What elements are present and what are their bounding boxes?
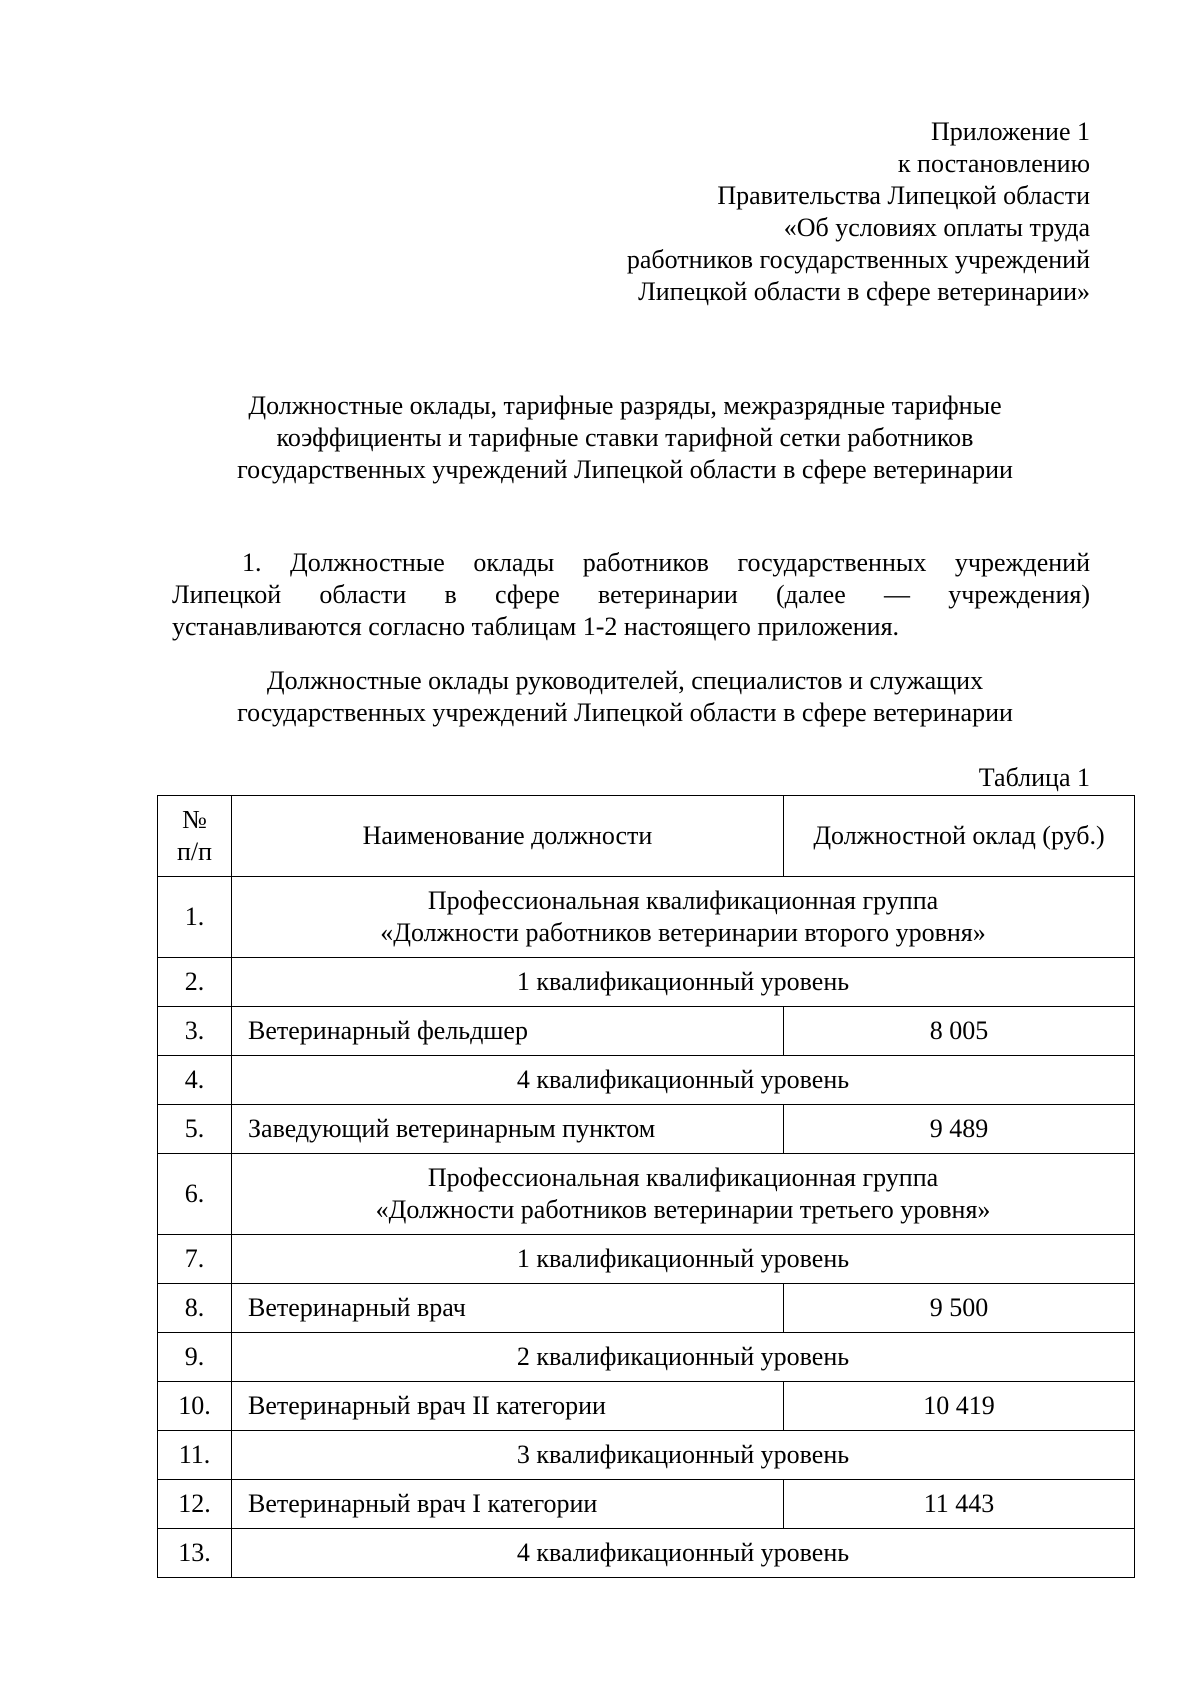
paragraph-line: 1. Должностные оклады работников государственных учреждений (242, 548, 1090, 577)
row-num: 5. (158, 1105, 232, 1154)
row-num: 12. (158, 1480, 232, 1529)
row-num: 13. (158, 1529, 232, 1578)
table-row-level (158, 1235, 1135, 1284)
table-row-level (158, 1056, 1135, 1105)
header-salary-cell: Должностной оклад (руб.) (784, 796, 1135, 877)
table-title-line: Должностные оклады руководителей, специалистов и служащих (266, 666, 984, 695)
level-cell: 2 квалификационный уровень (232, 1333, 1135, 1382)
table-row (158, 1007, 1135, 1056)
row-num: 1. (158, 877, 232, 958)
table-title-line: государственных учреждений Липецкой области в сфере ветеринарии (237, 698, 1013, 727)
row-num: 7. (158, 1235, 232, 1284)
header-num-symbol: № (182, 805, 207, 834)
attachment-line: Правительства Липецкой области (717, 181, 1090, 210)
row-num: 2. (158, 958, 232, 1007)
group-title-line: Профессиональная квалификационная группа (427, 886, 939, 915)
group-title-line: Профессиональная квалификационная группа (427, 1163, 939, 1192)
title-line: коэффициенты и тарифные ставки тарифной сетки работников (276, 423, 974, 452)
salary-cell: 8 005 (784, 1007, 1135, 1056)
level-cell: 1 квалификационный уровень (232, 958, 1135, 1007)
table-row (158, 1105, 1135, 1154)
header-num-cell (158, 796, 232, 877)
attachment-line: Приложение 1 (930, 117, 1090, 146)
position-name-cell: Ветеринарный врач I категории (232, 1480, 784, 1529)
table-row (158, 1382, 1135, 1431)
paragraph-line: устанавливаются согласно таблицам 1-2 настоящего приложения. (172, 612, 900, 641)
attachment-header (390, 116, 1090, 308)
header-name-cell: Наименование должности (232, 796, 784, 877)
salary-table (157, 795, 1135, 1578)
group-title-cell (232, 1154, 1135, 1235)
table-label: Таблица 1 (978, 763, 1090, 792)
attachment-line: работников государственных учреждений (626, 245, 1090, 274)
row-num: 8. (158, 1284, 232, 1333)
salary-cell: 10 419 (784, 1382, 1135, 1431)
table-row-group (158, 877, 1135, 958)
document-title (160, 390, 1090, 486)
level-cell: 4 квалификационный уровень (232, 1529, 1135, 1578)
row-num: 3. (158, 1007, 232, 1056)
table-row-level (158, 1333, 1135, 1382)
row-num: 10. (158, 1382, 232, 1431)
attachment-line: к постановлению (897, 149, 1090, 178)
group-title-line: «Должности работников ветеринарии третьего уровня» (375, 1195, 991, 1224)
table-row-group (158, 1154, 1135, 1235)
position-name-cell: Ветеринарный врач (232, 1284, 784, 1333)
table-row-level (158, 958, 1135, 1007)
table-header-row (158, 796, 1135, 877)
level-cell: 4 квалификационный уровень (232, 1056, 1135, 1105)
paragraph-line: Липецкой области в сфере ветеринарии (далее — учреждения) (172, 580, 1090, 609)
salary-cell: 11 443 (784, 1480, 1135, 1529)
table-row-level (158, 1431, 1135, 1480)
row-num: 9. (158, 1333, 232, 1382)
table-row (158, 1480, 1135, 1529)
position-name-cell: Ветеринарный врач II категории (232, 1382, 784, 1431)
attachment-line: Липецкой области в сфере ветеринарии» (638, 277, 1090, 306)
body-paragraph (172, 547, 1090, 643)
row-num: 11. (158, 1431, 232, 1480)
table-row-level (158, 1529, 1135, 1578)
attachment-line: «Об условиях оплаты труда (783, 213, 1090, 242)
header-num-label: п/п (176, 837, 213, 866)
position-name-cell: Заведующий ветеринарным пунктом (232, 1105, 784, 1154)
group-title-cell (232, 877, 1135, 958)
group-title-line: «Должности работников ветеринарии второго уровня» (380, 918, 986, 947)
level-cell: 1 квалификационный уровень (232, 1235, 1135, 1284)
salary-cell: 9 489 (784, 1105, 1135, 1154)
row-num: 4. (158, 1056, 232, 1105)
salary-cell: 9 500 (784, 1284, 1135, 1333)
level-cell: 3 квалификационный уровень (232, 1431, 1135, 1480)
position-name-cell: Ветеринарный фельдшер (232, 1007, 784, 1056)
table-title (160, 665, 1090, 729)
table-row (158, 1284, 1135, 1333)
title-line: Должностные оклады, тарифные разряды, межразрядные тарифные (248, 391, 1002, 420)
row-num: 6. (158, 1154, 232, 1235)
title-line: государственных учреждений Липецкой области в сфере ветеринарии (237, 455, 1013, 484)
